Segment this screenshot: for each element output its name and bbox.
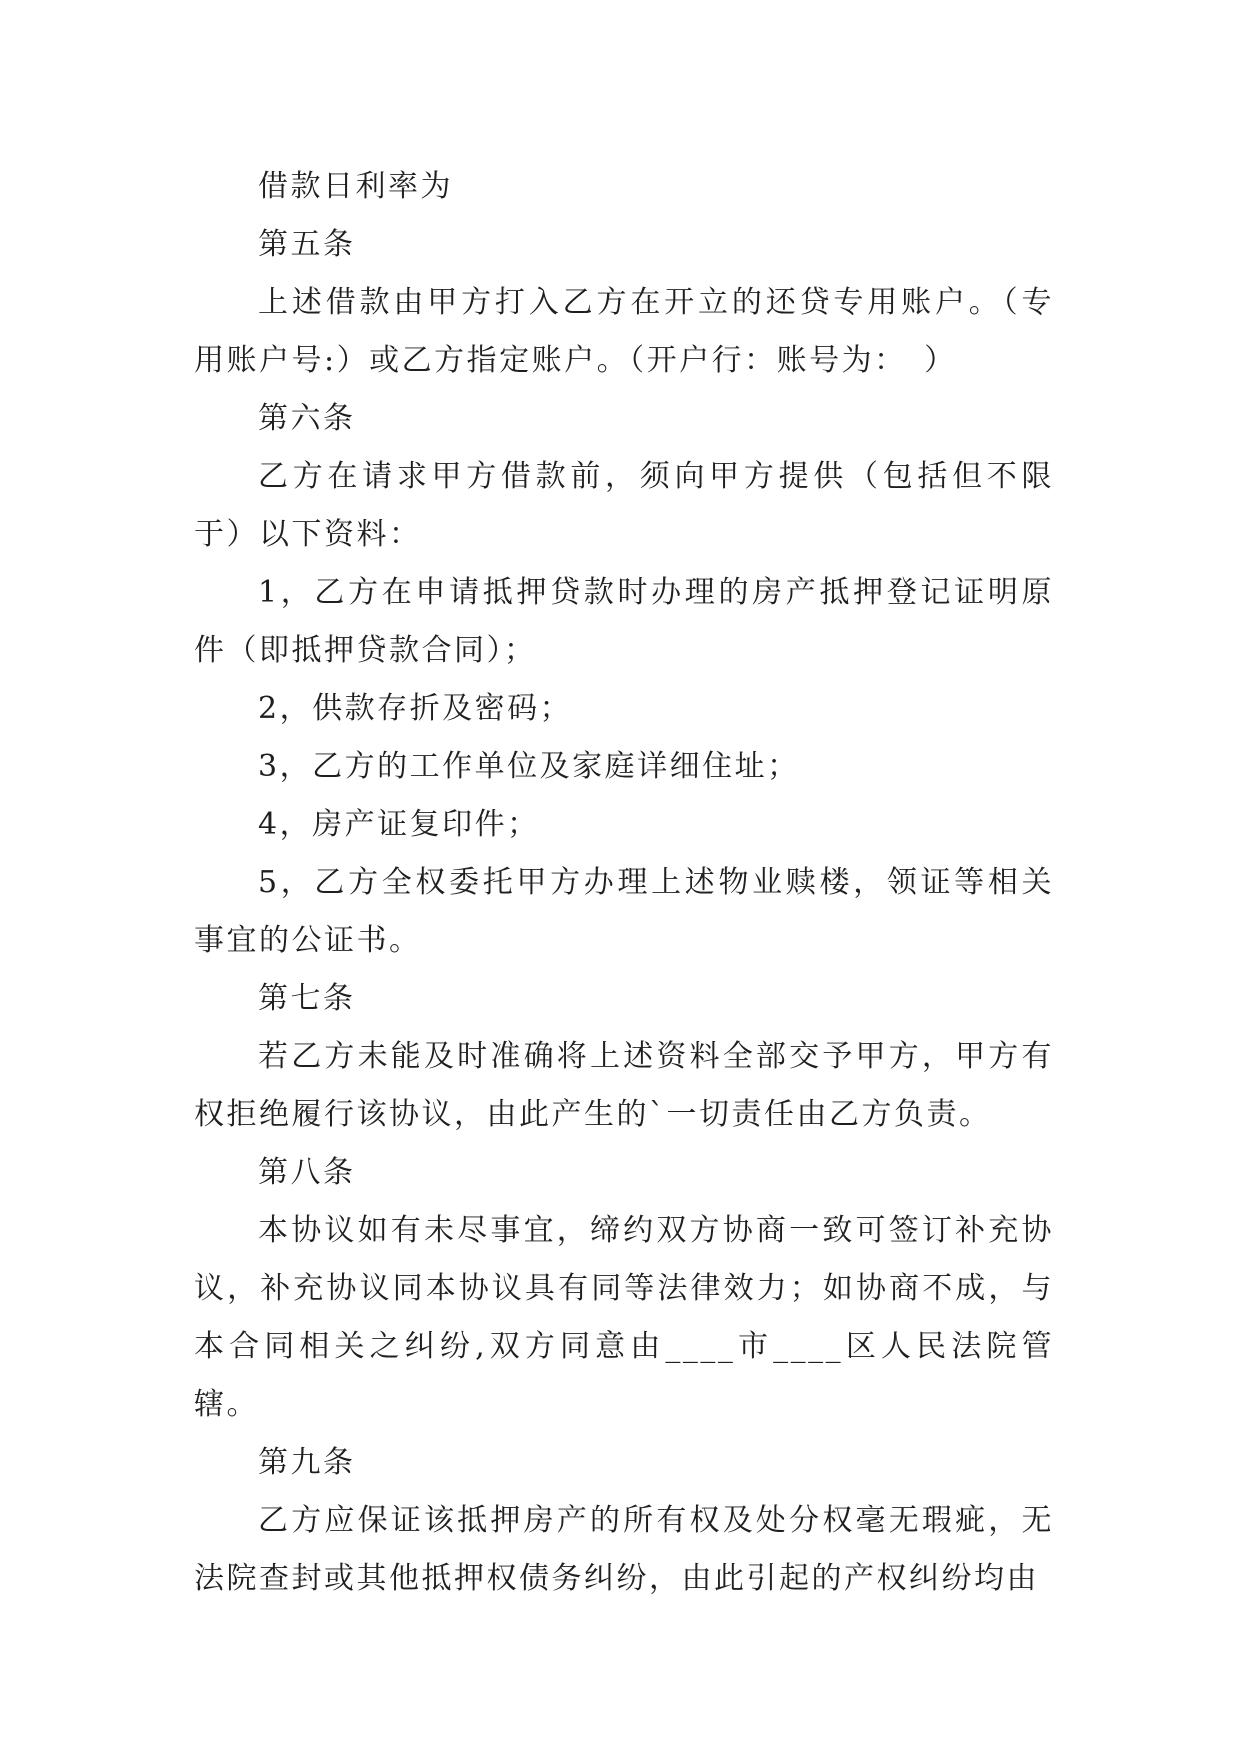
material-item-5: 5，乙方全权委托甲方办理上述物业赎楼，领证等相关事宜的公证书。 [194, 865, 1054, 958]
article-6-text: 乙方在请求甲方借款前，须向甲方提供（包括但不限于）以下资料： [194, 459, 1054, 552]
material-item-1: 1，乙方在申请抵押贷款时办理的房产抵押登记证明原件（即抵押贷款合同）； [194, 575, 1054, 668]
article-9-heading: 第九条 [258, 1445, 356, 1480]
interest-rate-line: 借款日利率为 [258, 169, 453, 204]
article-8-heading: 第八条 [258, 1155, 356, 1190]
article-7-text: 若乙方未能及时准确将上述资料全部交予甲方，甲方有权拒绝履行该协议，由此产生的`一切责任由乙方负责。 [194, 1039, 1054, 1132]
article-6-heading: 第六条 [258, 401, 356, 436]
article-5-text: 上述借款由甲方打入乙方在开立的还贷专用账户。（专用账户号:）或乙方指定账户。（开户行：账号为： ） [194, 285, 1054, 378]
material-item-4: 4，房产证复印件； [258, 807, 540, 842]
material-item-2: 2，供款存折及密码； [258, 691, 573, 726]
document-body [194, 158, 1054, 1608]
article-9-text: 乙方应保证该抵押房产的所有权及处分权毫无瑕疵，无法院查封或其他抵押权债务纠纷，由此引起的产权纠纷均由 [194, 1503, 1054, 1596]
article-5-heading: 第五条 [258, 227, 356, 262]
article-8-text: 本协议如有未尽事宜，缔约双方协商一致可签订补充协议，补充协议同本协议具有同等法律效力；如协商不成，与本合同相关之纠纷,双方同意由____市____区人民法院管辖。 [194, 1213, 1054, 1422]
article-7-heading: 第七条 [258, 981, 356, 1016]
material-item-3: 3，乙方的工作单位及家庭详细住址； [258, 749, 800, 784]
